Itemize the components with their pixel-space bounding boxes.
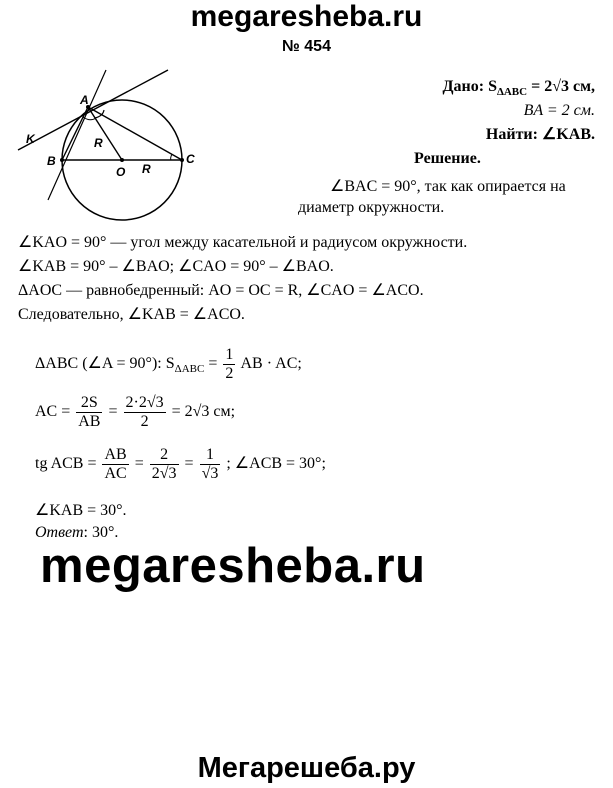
fraction-num: 2	[150, 446, 179, 465]
given-area	[443, 78, 595, 98]
radius-ao	[88, 107, 122, 160]
watermark-middle: megaresheba.ru	[40, 539, 426, 593]
solution-line-6: Следовательно, ∠KAB = ∠ACO.	[18, 306, 245, 323]
point-c	[180, 158, 184, 162]
fraction-num: 2S	[76, 394, 102, 413]
formula-1-prefix: ΔABC (∠A = 90°): S	[35, 354, 175, 372]
answer-value: : 30°.	[83, 524, 119, 541]
fraction-2s-ab	[76, 394, 102, 430]
geometry-figure	[0, 60, 200, 230]
fraction-num: 1	[225, 346, 234, 363]
angle-arc-c	[171, 154, 172, 160]
formula-2-prefix: AC =	[35, 402, 75, 420]
solution-heading: Решение.	[414, 150, 481, 167]
fraction-num: AB	[104, 446, 127, 463]
fraction-ab-ac	[102, 446, 128, 482]
point-o	[120, 158, 124, 162]
label-c: C	[186, 152, 195, 166]
fraction-den: AB	[78, 412, 101, 430]
formula-1-eq: =	[204, 354, 222, 372]
label-a: A	[80, 93, 89, 107]
label-o: O	[116, 165, 126, 179]
formula-1-sub: ΔABC	[174, 362, 205, 375]
formula-1	[35, 346, 302, 382]
given-label: Дано: S	[442, 78, 497, 95]
given-sub: ΔABC	[496, 86, 528, 99]
formula-2	[35, 394, 235, 430]
formula-4: ∠KAB = 30°.	[35, 502, 127, 519]
formula-2-tail: = 2√3 см;	[171, 402, 236, 420]
formula-3-tail: ; ∠ACB = 30°;	[226, 454, 326, 472]
fraction-den: 2	[140, 412, 149, 430]
watermark-top: megaresheba.ru	[190, 0, 423, 33]
given-ba: BA = 2 см.	[523, 102, 595, 119]
fraction-num: 1	[200, 446, 221, 465]
label-k: K	[26, 132, 35, 146]
solution-line-5: ΔAOC — равнобедренный: AO = OC = R, ∠CAO = ∠ACO.	[18, 282, 424, 299]
fraction-num: 2·2√3	[125, 394, 164, 411]
given-area-value: = 2√3 см,	[527, 78, 595, 95]
fraction-2-over-2sqrt3	[150, 446, 179, 482]
fraction-den: 2√3	[151, 464, 177, 482]
watermark-bottom: Мегарешеба.ру	[197, 752, 416, 784]
equals-sign: =	[134, 454, 144, 472]
fraction-den: 2	[225, 364, 234, 382]
fraction-den: √3	[201, 464, 219, 482]
formula-3-prefix: tg ACB =	[35, 454, 101, 472]
solution-line-1: ∠BAC = 90°, так как опирается на	[330, 178, 566, 195]
label-b: B	[47, 154, 56, 168]
problem-number: № 454	[282, 38, 331, 55]
fraction-2-2sqrt3	[124, 394, 166, 430]
solution-line-2: диаметр окружности.	[298, 199, 445, 216]
answer-label: Ответ	[35, 524, 84, 541]
extension-line	[48, 70, 106, 200]
solution-line-4: ∠KAB = 90° – ∠BAO; ∠CAO = 90° – ∠BAO.	[18, 258, 334, 275]
fraction-half	[223, 346, 235, 382]
solution-line-3: ∠KAO = 90° — угол между касательной и радиусом окружности.	[18, 234, 468, 251]
equals-sign: =	[184, 454, 194, 472]
tangent-line	[18, 70, 168, 150]
formula-2-eq: =	[108, 402, 122, 420]
fraction-1-over-sqrt3	[200, 446, 221, 482]
formula-3	[35, 446, 326, 482]
label-r-radius: R	[94, 136, 103, 150]
formula-1-tail: AB · AC;	[240, 354, 302, 372]
find-line: Найти: ∠KAB.	[485, 126, 595, 143]
point-b	[60, 158, 64, 162]
label-r-oc: R	[142, 162, 151, 176]
fraction-den: AC	[104, 464, 127, 482]
